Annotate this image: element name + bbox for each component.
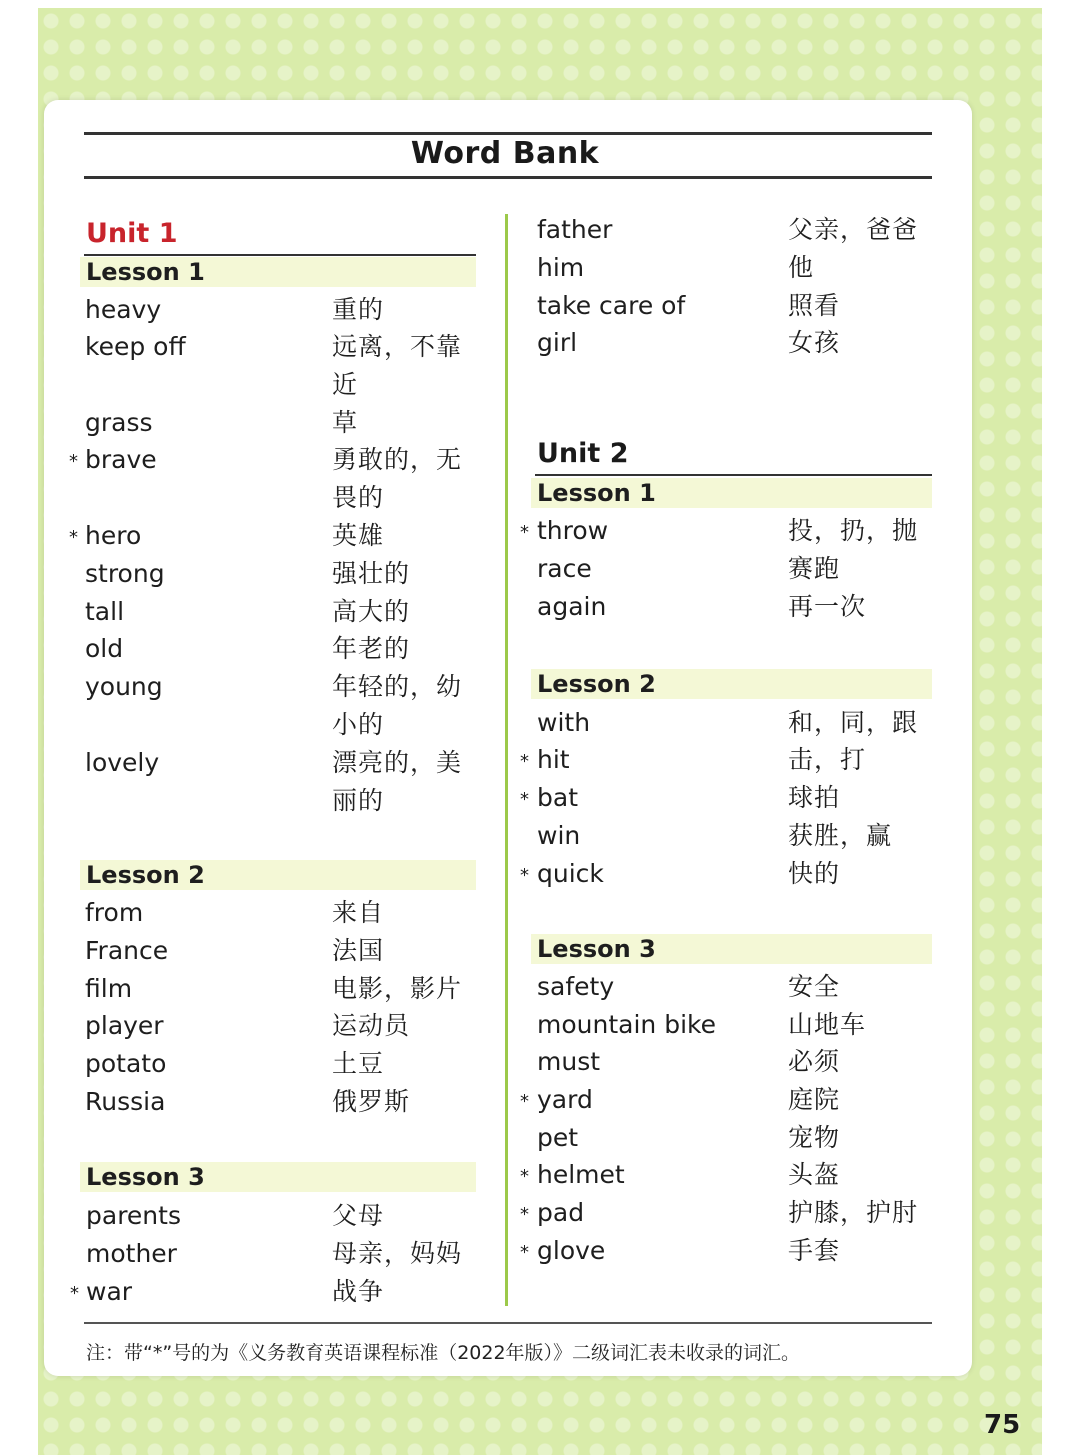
word-zh: 重的	[332, 295, 385, 324]
word-en: potato	[85, 1049, 167, 1078]
unit1-lesson-2-header: Lesson 2	[80, 860, 476, 890]
word-en: again	[537, 592, 607, 621]
unit1-lesson-3-header: Lesson 3	[80, 1162, 476, 1192]
word-en: keep off	[85, 332, 186, 361]
word-zh: 手套	[788, 1236, 841, 1265]
word-zh: 头盔	[788, 1160, 841, 1189]
star-marker: *	[520, 1242, 529, 1263]
word-en: with	[537, 708, 591, 737]
page-title: Word Bank	[410, 136, 600, 171]
word-en: film	[85, 974, 133, 1003]
word-zh: 他	[788, 253, 815, 282]
word-en: tall	[85, 597, 125, 626]
word-en: yard	[537, 1085, 593, 1114]
word-zh: 法国	[332, 936, 385, 965]
star-marker: *	[520, 789, 529, 810]
word-zh: 赛跑	[788, 554, 841, 583]
star-marker: *	[69, 527, 78, 548]
word-en: pet	[537, 1123, 579, 1152]
word-en: hit	[537, 745, 570, 774]
word-en: girl	[537, 328, 578, 357]
word-zh: 高大的	[332, 597, 411, 626]
word-en: France	[85, 936, 169, 965]
word-zh: 父亲，爸爸	[788, 215, 919, 244]
word-en: safety	[537, 972, 615, 1001]
word-zh: 电影，影片	[332, 974, 463, 1003]
word-en: win	[537, 821, 581, 850]
word-en: parents	[86, 1201, 181, 1230]
word-zh: 漂亮的，美丽的	[332, 748, 463, 815]
star-marker: *	[69, 451, 78, 472]
word-zh: 宠物	[788, 1123, 841, 1152]
word-en: him	[537, 253, 585, 282]
unit-1-rule	[84, 254, 476, 256]
star-marker: *	[520, 865, 529, 886]
word-zh: 击，打	[788, 745, 867, 774]
word-zh: 球拍	[788, 783, 841, 812]
unit2-lesson-2-header: Lesson 2	[531, 669, 932, 699]
word-zh: 照看	[788, 291, 841, 320]
title-bottom-rule	[84, 176, 932, 179]
word-zh: 运动员	[332, 1011, 411, 1040]
word-zh: 年轻的，幼小的	[332, 672, 463, 739]
word-zh: 女孩	[788, 328, 841, 357]
unit-2-title: Unit 2	[537, 438, 629, 469]
word-zh: 勇敢的，无畏的	[332, 445, 463, 512]
word-en: old	[85, 634, 124, 663]
star-marker: *	[520, 522, 529, 543]
word-zh: 俄罗斯	[332, 1087, 411, 1116]
word-en: grass	[85, 408, 153, 437]
star-marker: *	[520, 1091, 529, 1112]
word-en: helmet	[537, 1160, 625, 1189]
word-en: mountain bike	[537, 1010, 716, 1039]
word-zh: 必须	[788, 1047, 841, 1076]
word-en: must	[537, 1047, 601, 1076]
word-zh: 土豆	[332, 1049, 385, 1078]
footer-rule	[84, 1322, 932, 1324]
unit-2-rule	[535, 474, 932, 476]
word-en: throw	[537, 516, 609, 545]
word-zh: 母亲，妈妈	[332, 1239, 463, 1268]
word-zh: 山地车	[788, 1010, 867, 1039]
word-en: heavy	[85, 295, 162, 324]
star-marker: *	[70, 1283, 79, 1304]
word-en: lovely	[85, 748, 160, 777]
word-zh: 远离，不靠近	[332, 332, 463, 399]
page-number: 75	[984, 1410, 1021, 1440]
word-en: young	[85, 672, 163, 701]
word-zh: 强壮的	[332, 559, 411, 588]
word-en: hero	[85, 521, 142, 550]
word-zh: 投，扔，抛	[788, 516, 919, 545]
word-zh: 父母	[332, 1201, 385, 1230]
word-en: pad	[537, 1198, 585, 1227]
word-zh: 来自	[332, 898, 385, 927]
unit-1-title: Unit 1	[86, 218, 178, 249]
unit2-lesson-3-header: Lesson 3	[531, 934, 932, 964]
word-en: war	[86, 1277, 133, 1306]
word-zh: 护膝，护肘	[788, 1198, 919, 1227]
word-en: from	[85, 898, 144, 927]
column-divider	[505, 214, 508, 1306]
word-zh: 再一次	[788, 592, 867, 621]
unit1-lesson-1-header: Lesson 1	[80, 257, 476, 287]
word-en: take care of	[537, 291, 686, 320]
word-en: strong	[85, 559, 165, 588]
word-en: mother	[86, 1239, 177, 1268]
word-en: father	[537, 215, 613, 244]
word-zh: 和，同，跟	[788, 708, 919, 737]
word-zh: 战争	[332, 1277, 385, 1306]
word-en: player	[85, 1011, 164, 1040]
title-top-rule	[84, 132, 932, 135]
word-zh: 英雄	[332, 521, 385, 550]
star-marker: *	[520, 1204, 529, 1225]
word-zh: 快的	[788, 859, 841, 888]
word-zh: 年老的	[332, 634, 411, 663]
word-en: quick	[537, 859, 604, 888]
word-en: bat	[537, 783, 578, 812]
word-zh: 安全	[788, 972, 841, 1001]
word-zh: 草	[332, 408, 359, 437]
star-marker: *	[520, 751, 529, 772]
word-zh: 获胜，赢	[788, 821, 893, 850]
word-en: Russia	[85, 1087, 166, 1116]
word-en: brave	[85, 445, 157, 474]
word-en: race	[537, 554, 592, 583]
word-en: glove	[537, 1236, 606, 1265]
word-zh: 庭院	[788, 1085, 841, 1114]
footnote: 注：带“*”号的为《义务教育英语课程标准（2022年版）》二级词汇表未收录的词汇。	[86, 1342, 801, 1364]
star-marker: *	[520, 1166, 529, 1187]
unit2-lesson-1-header: Lesson 1	[531, 478, 932, 508]
